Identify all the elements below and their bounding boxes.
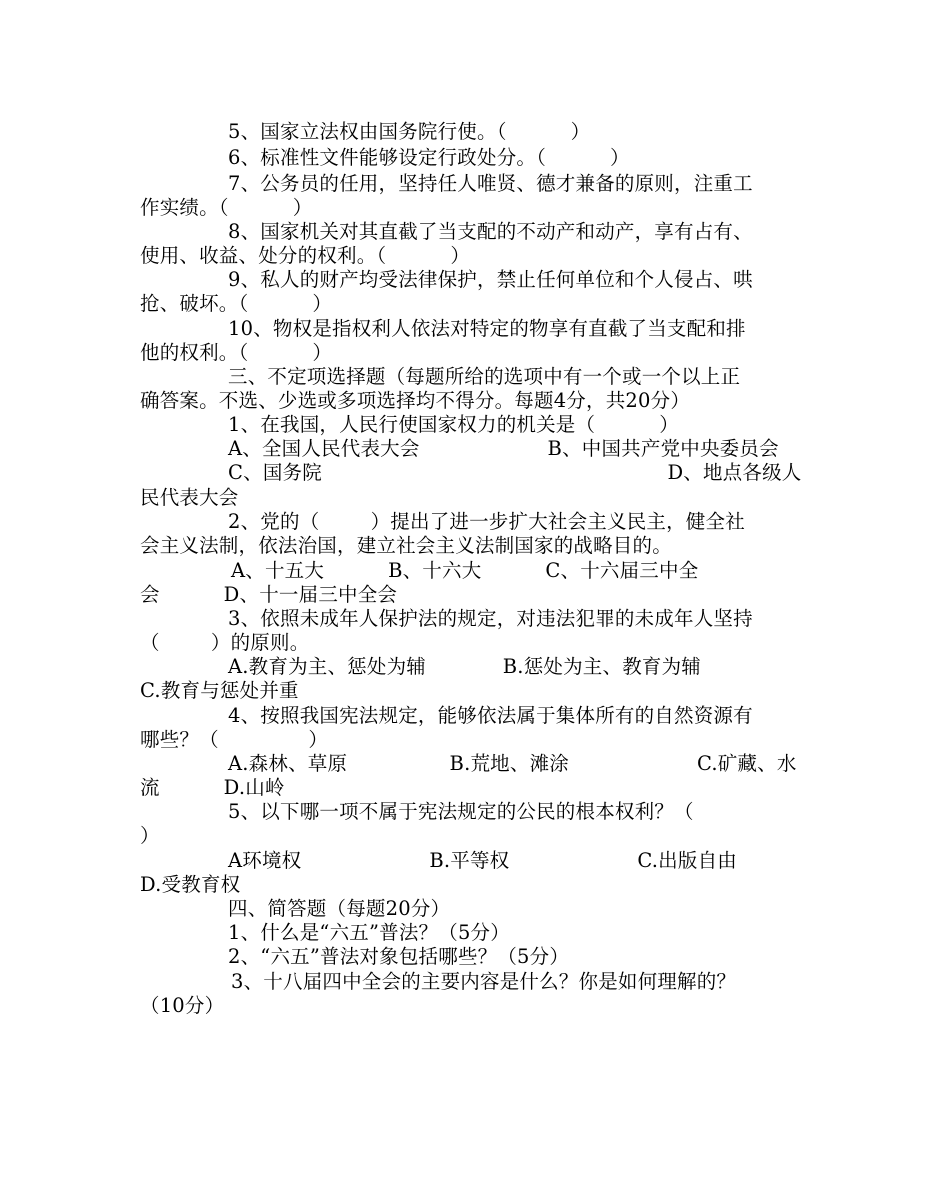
mc-question-2-line1: 2、党的（ ）提出了进一步扩大社会主义民主，健全社 xyxy=(228,510,745,533)
mc-question-4-line1: 4、按照我国宪法规定，能够依法属于集体所有的自然资源有 xyxy=(228,704,753,727)
tf-question-9-line1: 9、私人的财产均受法律保护，禁止任何单位和个人侵占、哄 xyxy=(228,268,753,291)
mc-question-2-options-cont: 会 D、十一届三中全会 xyxy=(140,583,398,606)
mc-question-1-options-cd: C、国务院 D、地点各级人 xyxy=(228,461,802,484)
tf-question-7-line2: 作实绩。（ ） xyxy=(140,196,313,219)
mc-question-4-line2: 哪些？（ ） xyxy=(140,728,329,751)
mc-question-5-options: A环境权 B.平等权 C.出版自由 xyxy=(228,849,737,872)
mc-question-3-line2: （ ）的原则。 xyxy=(140,631,310,654)
tf-question-8-line2: 使用、收益、处分的权利。（ ） xyxy=(140,244,471,267)
mc-question-4-options: A.森林、草原 B.荒地、滩涂 C.矿藏、水 xyxy=(228,752,797,775)
tf-question-5: 5、国家立法权由国务院行使。（ ） xyxy=(228,120,591,143)
mc-question-3-options: A.教育为主、惩处为辅 B.惩处为主、教育为辅 xyxy=(228,655,701,678)
mc-question-2-options: A、十五大 B、十六大 C、十六届三中全 xyxy=(231,559,699,582)
tf-question-10-line1: 10、物权是指权利人依法对特定的物享有直截了当支配和排 xyxy=(228,317,746,340)
short-answer-2: 2、“六五”普法对象包括哪些？（5分） xyxy=(228,945,570,968)
tf-question-9-line2: 抢、破坏。（ ） xyxy=(140,292,333,315)
mc-question-5-options-cont: D.受教育权 xyxy=(140,873,241,896)
mc-question-5-line1: 5、以下哪一项不属于宪法规定的公民的根本权利？（ xyxy=(228,800,694,823)
tf-question-6: 6、标准性文件能够设定行政处分。（ ） xyxy=(228,146,630,169)
mc-question-3-options-cont: C.教育与惩处并重 xyxy=(140,679,299,702)
mc-question-1: 1、在我国，人民行使国家权力的机关是（ ） xyxy=(228,413,679,436)
short-answer-3-line2: （10分） xyxy=(140,994,225,1017)
tf-question-8-line1: 8、国家机关对其直截了当支配的不动产和动产，享有占有、 xyxy=(228,220,753,243)
mc-question-3-line1: 3、依照未成年人保护法的规定，对违法犯罪的未成年人坚持 xyxy=(228,607,753,630)
mc-question-1-options-ab: A、全国人民代表大会 B、中国共产党中央委员会 xyxy=(228,437,779,460)
section-3-heading-line2: 确答案。不选、少选或多项选择均不得分。每题4分，共20分） xyxy=(140,389,691,412)
short-answer-3-line1: 3、十八届四中全会的主要内容是什么？你是如何理解的？ xyxy=(231,970,737,993)
section-4-heading: 四、简答题（每题20分） xyxy=(228,897,451,920)
tf-question-10-line2: 他的权利。（ ） xyxy=(140,341,333,364)
mc-question-5-line2: ） xyxy=(140,824,160,847)
mc-question-1-options-cont: 民代表大会 xyxy=(140,486,239,509)
mc-question-4-options-cont: 流 D.山岭 xyxy=(140,776,285,799)
tf-question-7-line1: 7、公务员的任用，坚持任人唯贤、德才兼备的原则，注重工 xyxy=(228,172,753,195)
mc-question-2-line2: 会主义法制，依法治国，建立社会主义法制国家的战略目的。 xyxy=(140,534,672,557)
section-3-heading-line1: 三、不定项选择题（每题所给的选项中有一个或一个以上正 xyxy=(228,365,741,388)
short-answer-1: 1、什么是“六五”普法？（5分） xyxy=(228,921,510,944)
